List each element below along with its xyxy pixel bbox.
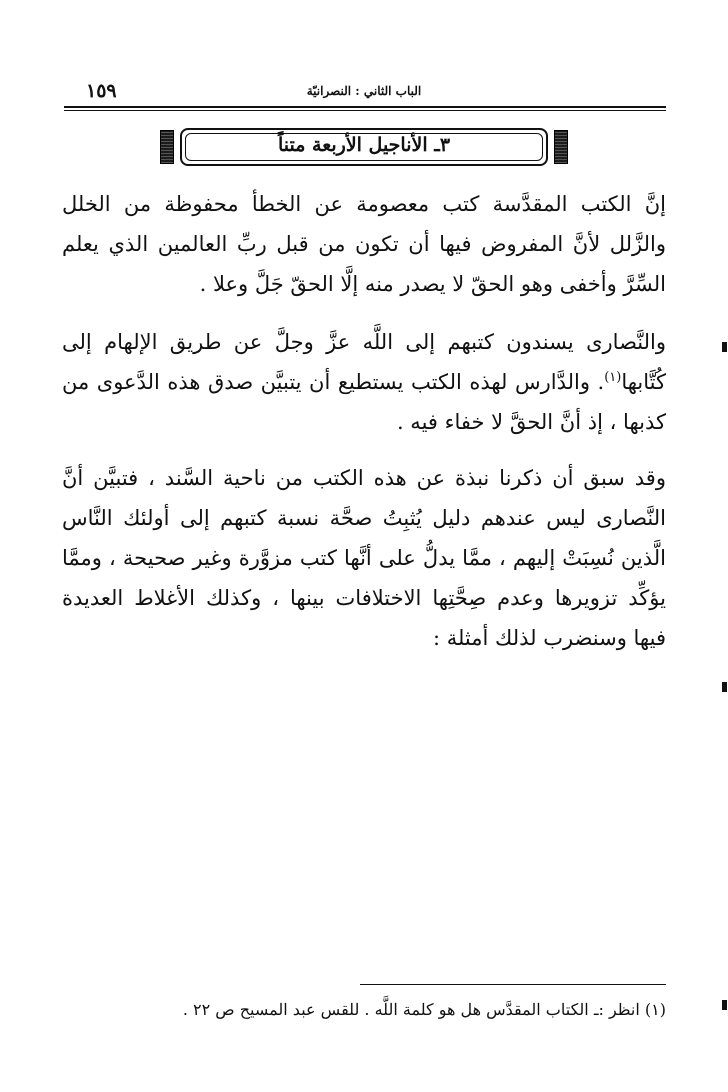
header-rule (64, 106, 666, 108)
running-header (64, 80, 664, 104)
section-heading-frame (160, 128, 568, 168)
footnote-reference: (١) (604, 370, 622, 385)
paragraph-2 (62, 322, 666, 442)
running-title: الباب الثاني : النصرانيّة (306, 84, 422, 98)
footnote: (١) انظر :ـ الكتاب المقدَّس هل هو كلمة اللَّه . للقس عبد المسيح ص ٢٢ . (182, 1000, 666, 1019)
paragraph-2-part-b: . والدَّارس لهذه الكتب يستطيع أن يتبيَّن صدق هذه الدَّعوى من كذبها ، إذ أنَّ الحقَّ لا خفاء فيه . (62, 370, 666, 434)
page-number: ١٥٩ (86, 80, 117, 102)
frame-ornament-left-icon (160, 130, 174, 164)
paragraph-2-part-a: والنَّصارى يسندون كتبهم إلى اللَّه عزَّ وجلَّ عن طريق الإلهام إلى كُتَّابها (62, 330, 666, 394)
section-title: ٣ـ الأناجيل الأربعة متناً (277, 134, 451, 156)
paragraph-3: وقد سبق أن ذكرنا نبذة عن هذه الكتب من ناحية السَّند ، فتبيَّن أنَّ النَّصارى ليس عندهم دليل يُثبِتُ صحَّة نسبة كتبهم إلى أولئك النَّاس الَّذين نُسِبَتْ إليهم ، ممَّا يدلُّ على أنَّها كتب مزوَّرة وغير صحيحة ، وممَّا يؤكِّد تزويرها وعدم صِحَّتِها الاختلافات بينها ، وكذلك الأغلاط العديدة فيها وسنضرب لذلك أمثلة : (62, 466, 666, 650)
frame-ornament-right-icon (554, 130, 568, 164)
paragraph-1: إنَّ الكتب المقدَّسة كتب معصومة عن الخطأ محفوظة من الخلل والزَّلل لأنَّ المفروض فيها أن تكون من قبل ربِّ العالمين الذي يعلم السِّرَّ وأخفى وهو الحقّ لا يصدر منه إلَّا الحقّ جَلَّ وعلا . (62, 192, 666, 296)
scan-edge-mark (722, 682, 727, 692)
scan-edge-mark (722, 1000, 727, 1010)
footnote-separator (360, 984, 666, 985)
scan-edge-mark (722, 342, 727, 352)
header-rule-thin (64, 110, 666, 111)
